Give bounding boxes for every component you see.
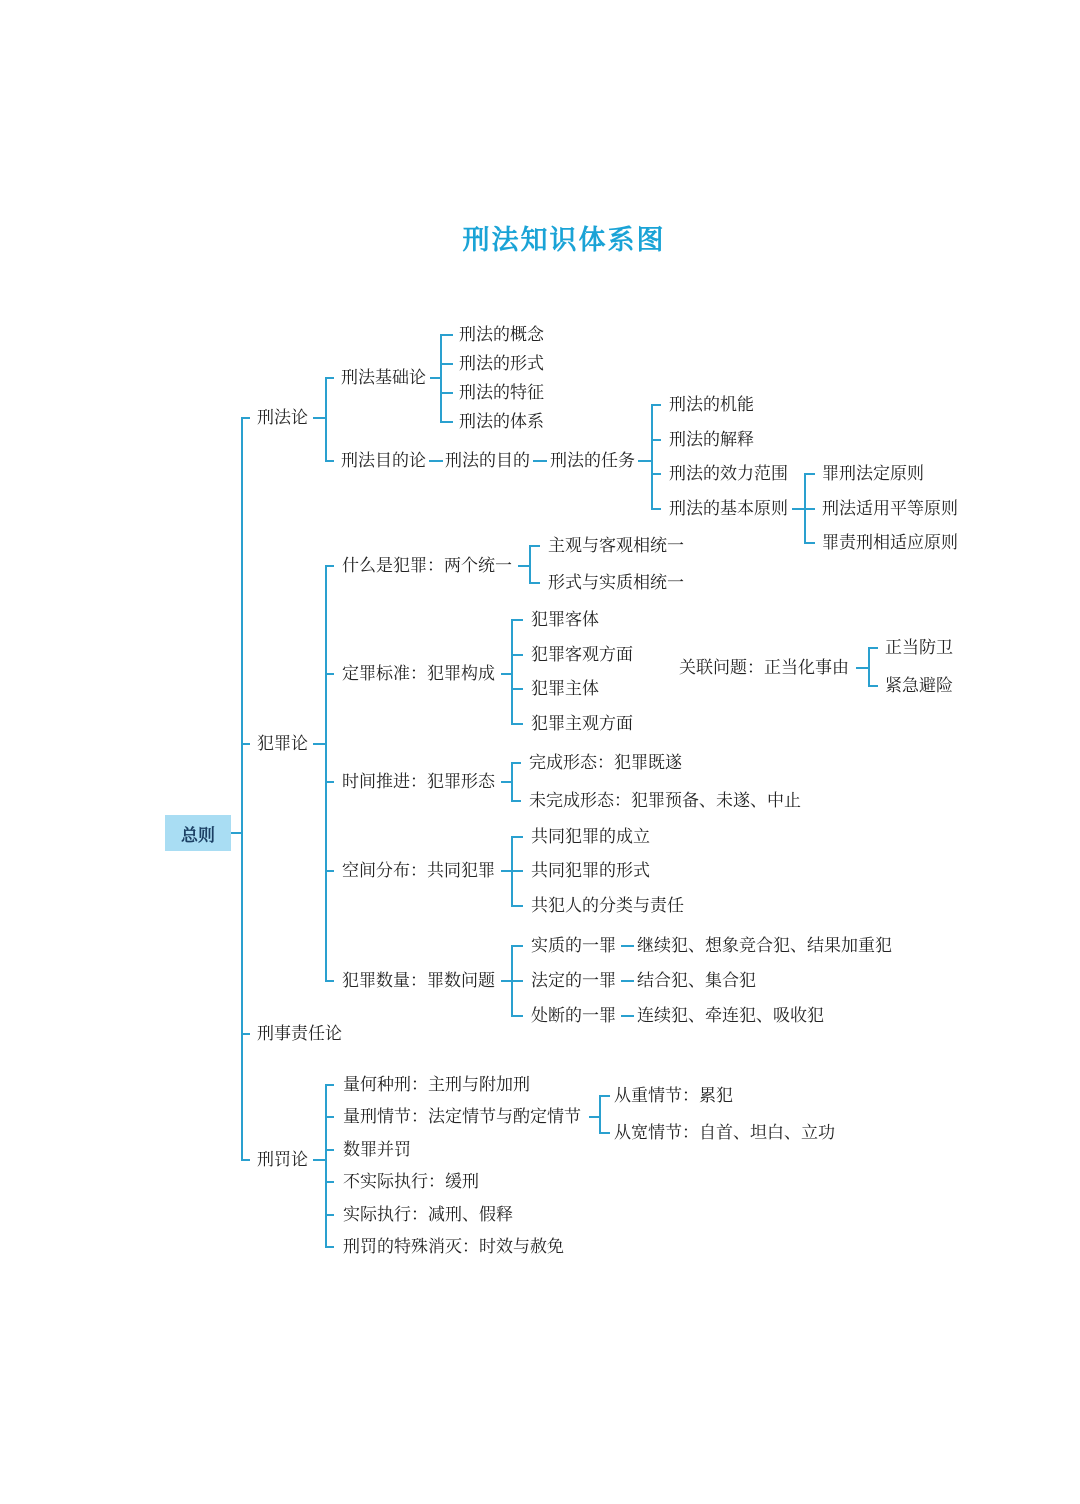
node-lianghe: 量何种刑：主刑与附加刑 <box>343 1075 530 1095</box>
node-gfxingshi: 共同犯罪的形式 <box>531 861 650 881</box>
node-shuliang: 犯罪数量：罪数问题 <box>342 971 495 991</box>
node-mudi: 刑法的目的 <box>445 451 530 471</box>
node-renwu: 刑法的任务 <box>550 451 635 471</box>
node-congkuan: 从宽情节：自首、坦白、立功 <box>614 1123 835 1143</box>
node-shijian: 时间推进：犯罪形态 <box>342 772 495 792</box>
node-mudilun: 刑法目的论 <box>341 451 426 471</box>
node-bixian: 紧急避险 <box>885 676 953 696</box>
node-wancheng: 完成形态：犯罪既遂 <box>529 753 682 773</box>
node-xiaoli: 刑法的效力范围 <box>669 464 788 484</box>
node-jieshi: 刑法的解释 <box>669 430 754 450</box>
node-xingfalun: 刑法论 <box>257 408 308 428</box>
node-fanzuilun: 犯罪论 <box>257 734 308 754</box>
node-kongjian: 空间分布：共同犯罪 <box>342 861 495 881</box>
node-buzhixing: 不实际执行：缓刑 <box>343 1172 479 1192</box>
node-keti: 犯罪客体 <box>531 610 599 630</box>
node-tixi: 刑法的体系 <box>459 412 544 432</box>
node-chuduande: 处断的一罪 <box>531 1006 616 1026</box>
node-zuixing: 罪刑法定原则 <box>822 464 924 484</box>
node-guanlian: 关联问题：正当化事由 <box>679 658 849 678</box>
node-xingfalun2: 刑罚论 <box>257 1150 308 1170</box>
node-jineng: 刑法的机能 <box>669 395 754 415</box>
node-zerenlun: 刑事责任论 <box>257 1024 342 1044</box>
node-chengli: 共同犯罪的成立 <box>531 827 650 847</box>
node-qingjie: 量刑情节：法定情节与酌定情节 <box>343 1107 581 1127</box>
node-shizhide: 实质的一罪 <box>531 936 616 956</box>
node-weiwancheng: 未完成形态：犯罪预备、未遂、中止 <box>529 791 801 811</box>
node-bingfa: 数罪并罚 <box>343 1140 411 1160</box>
node-xiaomie: 刑罚的特殊消灭：时效与赦免 <box>343 1237 564 1257</box>
node-xiangshiying: 罪责刑相适应原则 <box>822 533 958 553</box>
node-xingshi: 刑法的形式 <box>459 354 544 374</box>
node-jixu: 继续犯、想象竞合犯、结果加重犯 <box>637 936 892 956</box>
node-zhuguan: 主观与客观相统一 <box>548 536 684 556</box>
node-jichu: 刑法基础论 <box>341 368 426 388</box>
node-zhuti: 犯罪主体 <box>531 679 599 699</box>
node-yuanze: 刑法的基本原则 <box>669 499 788 519</box>
node-dingzui: 定罪标准：犯罪构成 <box>342 664 495 684</box>
node-shenme: 什么是犯罪：两个统一 <box>342 556 512 576</box>
node-jiehe: 结合犯、集合犯 <box>637 971 756 991</box>
node-fangwei: 正当防卫 <box>885 638 953 658</box>
node-congzhong: 从重情节：累犯 <box>614 1086 733 1106</box>
node-keguan: 犯罪客观方面 <box>531 645 633 665</box>
node-fadingde: 法定的一罪 <box>531 971 616 991</box>
node-tezheng: 刑法的特征 <box>459 383 544 403</box>
diagram-title: 刑法知识体系图 <box>462 225 666 256</box>
node-lianxu: 连续犯、牵连犯、吸收犯 <box>637 1006 824 1026</box>
root-node: 总则 <box>165 815 231 851</box>
node-shizhi: 形式与实质相统一 <box>548 573 684 593</box>
node-zhixing: 实际执行：减刑、假释 <box>343 1205 513 1225</box>
node-gainian: 刑法的概念 <box>459 325 544 345</box>
node-pingdeng: 刑法适用平等原则 <box>822 499 958 519</box>
node-fenlei: 共犯人的分类与责任 <box>531 896 684 916</box>
node-zhuguanfm: 犯罪主观方面 <box>531 714 633 734</box>
